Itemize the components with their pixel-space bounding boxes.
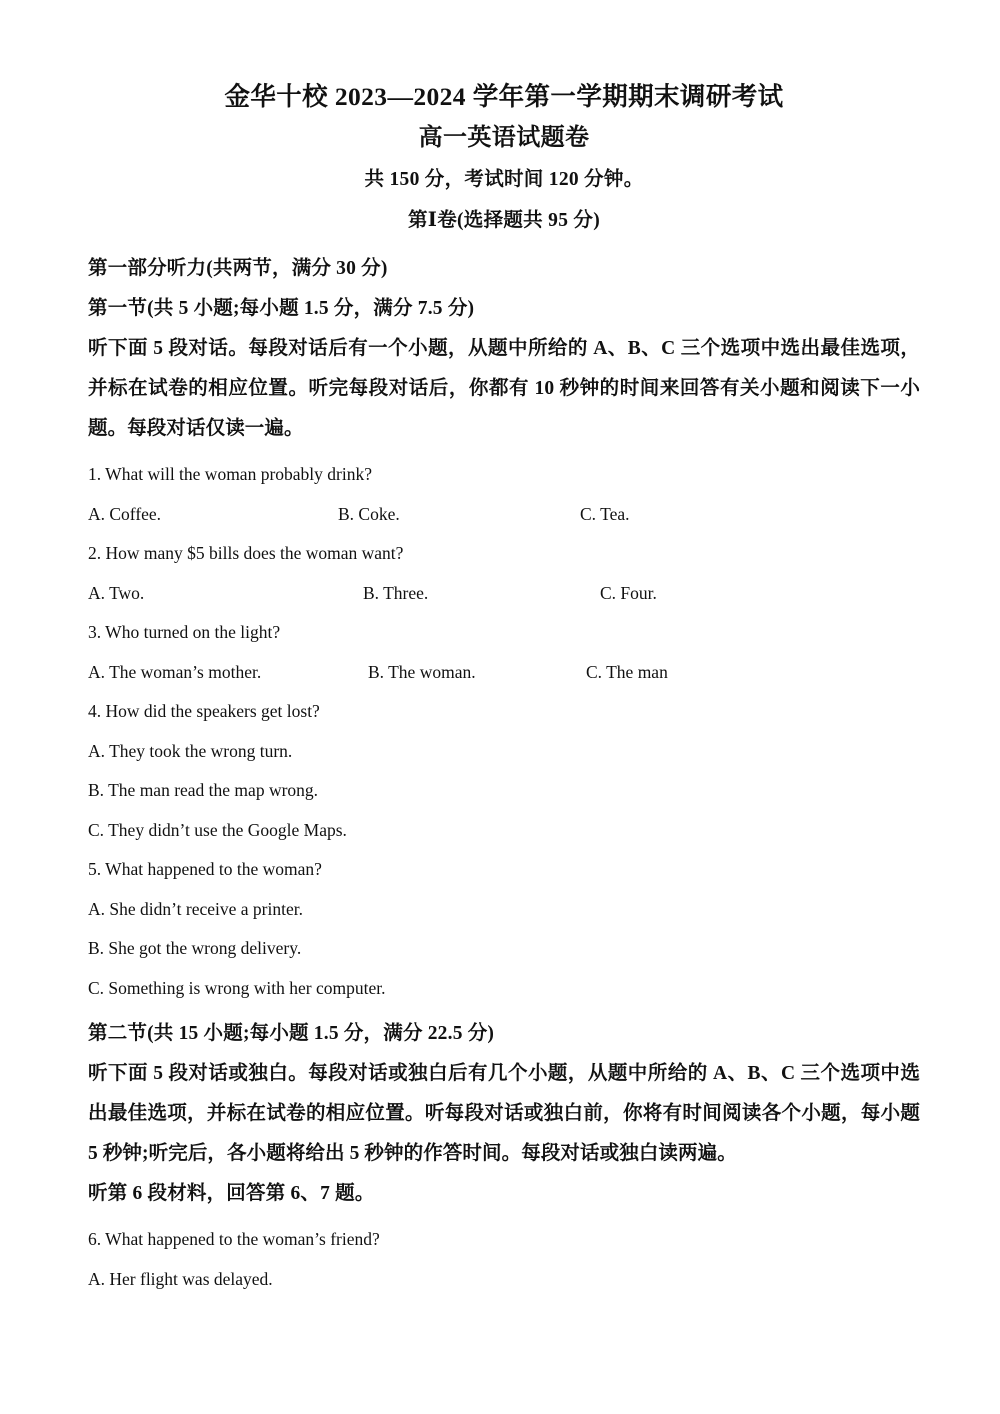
section-two-heading: 第二节(共 15 小题;每小题 1.5 分，满分 22.5 分) bbox=[88, 1023, 495, 1044]
option-row bbox=[88, 495, 920, 535]
question-list-section-one bbox=[88, 455, 920, 1008]
option-b[interactable]: B. Coke. bbox=[338, 503, 400, 524]
option-c[interactable]: C. The man bbox=[586, 661, 668, 682]
option-a[interactable]: A. They took the wrong turn. bbox=[88, 740, 293, 761]
option-a[interactable]: A. She didn’t receive a printer. bbox=[88, 898, 303, 919]
question-stem: 6. What happened to the woman’s friend? bbox=[88, 1229, 380, 1249]
option-a[interactable]: A. Her flight was delayed. bbox=[88, 1268, 273, 1289]
option-a[interactable]: A. Two. bbox=[88, 582, 145, 603]
option-c[interactable]: C. They didn’t use the Google Maps. bbox=[88, 819, 347, 840]
question-stem: 2. How many $5 bills does the woman want? bbox=[88, 543, 404, 563]
option-a[interactable]: A. The woman’s mother. bbox=[88, 661, 262, 682]
option-b[interactable]: B. Three. bbox=[363, 582, 429, 603]
section-one-heading: 第一节(共 5 小题;每小题 1.5 分，满分 7.5 分) bbox=[88, 298, 475, 319]
question-stem: 4. How did the speakers get lost? bbox=[88, 701, 320, 721]
option-row bbox=[88, 574, 920, 614]
option-b[interactable]: B. She got the wrong delivery. bbox=[88, 938, 302, 958]
option-a[interactable]: A. Coffee. bbox=[88, 503, 162, 524]
option-b[interactable]: B. The man read the map wrong. bbox=[88, 780, 319, 800]
option-c[interactable]: C. Tea. bbox=[580, 503, 630, 524]
section-two-instructions: 听下面 5 段对话或独白。每段对话或独白后有几个小题，从题中所给的 A、B、C 三个选项中选出最佳选项，并标在试卷的相应位置。听每段对话或独白前，你将有时间阅读各个小题，每小题 5 秒钟;听完后，各小题将给出 5 秒钟的作答时间。每段对话或独白读两遍。 bbox=[88, 1063, 920, 1164]
section-one-instructions: 听下面 5 段对话。每段对话后有一个小题，从题中所给的 A、B、C 三个选项中选出最佳选项，并标在试卷的相应位置。听完每段对话后，你都有 10 秒钟的时间来回答有关小题和阅读下一小题。每段对话仅读一遍。 bbox=[88, 338, 920, 439]
question-stem: 1. What will the woman probably drink? bbox=[88, 464, 372, 484]
option-b[interactable]: B. The woman. bbox=[368, 661, 476, 682]
question-list-section-two bbox=[88, 1220, 920, 1299]
material-six-heading: 听第 6 段材料，回答第 6、7 题。 bbox=[88, 1183, 375, 1204]
question-stem: 3. Who turned on the light? bbox=[88, 622, 281, 642]
page-title: 金华十校 2023—2024 学年第一学期期末调研考试 bbox=[224, 82, 784, 111]
document-body bbox=[88, 0, 920, 1299]
question-stem: 5. What happened to the woman? bbox=[88, 859, 322, 879]
page-subtitle: 高一英语试题卷 bbox=[418, 125, 590, 151]
option-c[interactable]: C. Something is wrong with her computer. bbox=[88, 977, 386, 998]
option-c[interactable]: C. Four. bbox=[600, 582, 657, 603]
paper-part-label: 第Ⅰ卷(选择题共 95 分) bbox=[407, 210, 601, 231]
exam-score-and-time: 共 150 分，考试时间 120 分钟。 bbox=[364, 169, 644, 190]
part-one-heading: 第一部分听力(共两节，满分 30 分) bbox=[88, 258, 388, 279]
option-row bbox=[88, 653, 920, 693]
